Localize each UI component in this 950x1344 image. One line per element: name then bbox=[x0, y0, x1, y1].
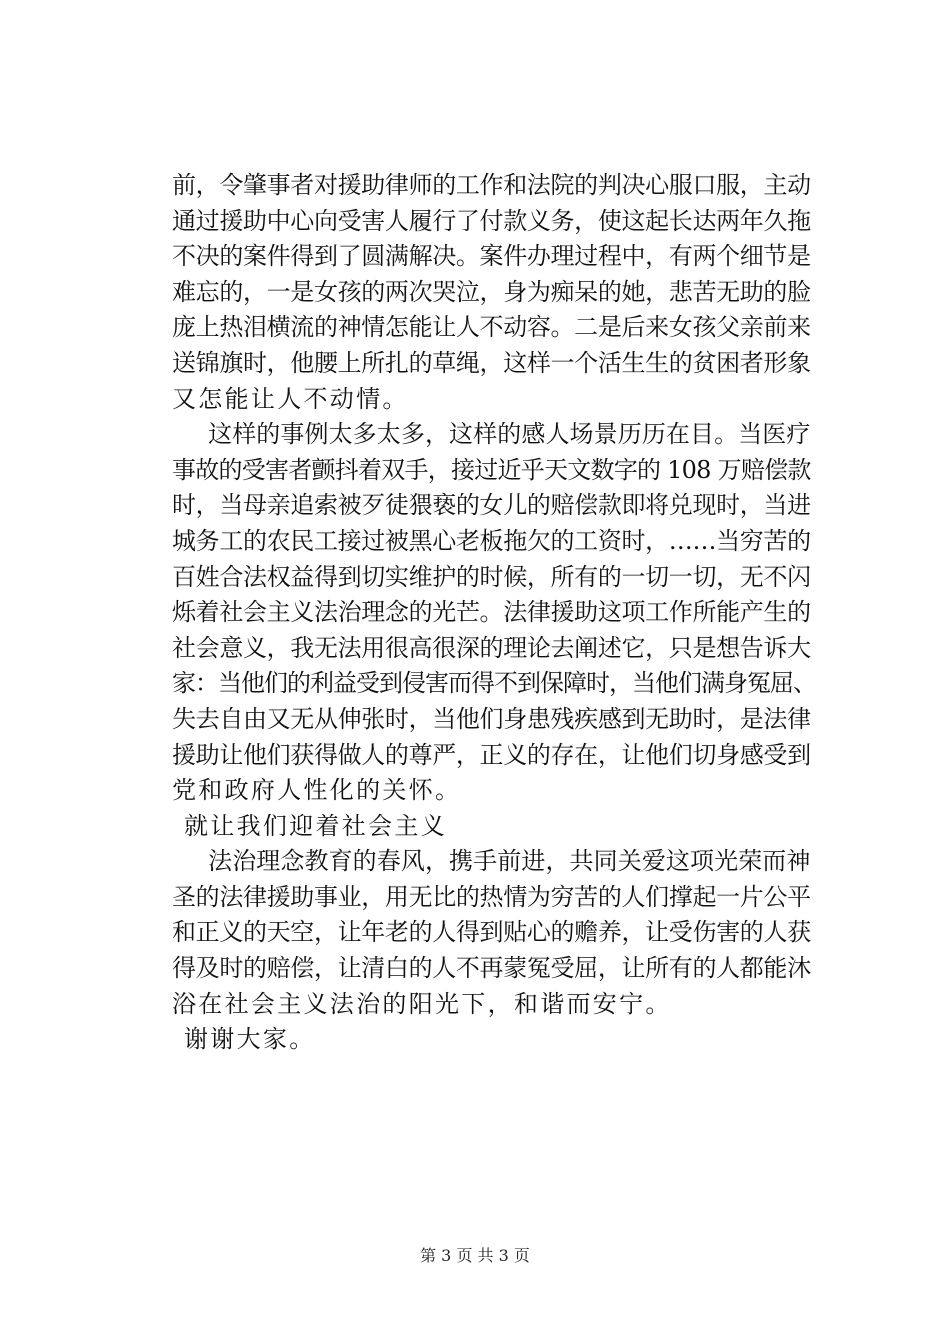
text-line: 城务工的农民工接过被黑心老板拖欠的工资时，……当穷苦的 bbox=[172, 526, 811, 555]
text-line: 党和政府人性化的关怀。 bbox=[172, 776, 462, 805]
text-line: 家：当他们的利益受到侵害而得不到保障时，当他们满身冤屈、 bbox=[172, 669, 816, 698]
text-line: 百姓合法权益得到切实维护的时候，所有的一切一切，无不闪 bbox=[172, 562, 811, 591]
text-line: 事故的受害者颤抖着双手，接过近乎天文数字的 108 万赔偿款 bbox=[172, 455, 811, 484]
text-line: 法治理念教育的春风，携手前进，共同关爱这项光荣而神 bbox=[184, 847, 811, 876]
text-line: 圣的法律援助事业，用无比的热情为穷苦的人们撑起一片公平 bbox=[172, 882, 811, 911]
text-line: 失去自由又无从伸张时，当他们身患残疾感到无助时，是法律 bbox=[172, 704, 811, 733]
text-line: 浴在社会主义法治的阳光下，和谐而安宁。 bbox=[172, 989, 672, 1018]
text-line: 又怎能让人不动情。 bbox=[172, 384, 409, 413]
text-line: 送锦旗时，他腰上所扎的草绳，这样一个活生生的贫困者形象 bbox=[172, 348, 811, 377]
text-line: 谢谢大家。 bbox=[184, 1025, 316, 1054]
text-line: 这样的事例太多太多，这样的感人场景历历在目。当医疗 bbox=[184, 420, 811, 449]
text-line: 烁着社会主义法治理念的光芒。法律援助这项工作所能产生的 bbox=[172, 598, 811, 627]
text-line: 通过援助中心向受害人履行了付款义务，使这起长达两年久拖 bbox=[172, 206, 811, 235]
text-line: 就让我们迎着社会主义 bbox=[184, 811, 447, 840]
text-line: 得及时的赔偿，让清白的人不再蒙冤受屈，让所有的人都能沐 bbox=[172, 954, 811, 983]
text-line: 前，令肇事者对援助律师的工作和法院的判决心服口服，主动 bbox=[172, 171, 811, 199]
text-line: 社会意义，我无法用很高很深的理论去阐述它，只是想告诉大 bbox=[172, 633, 811, 662]
text-line: 难忘的，一是女孩的两次哭泣，身为痴呆的她，悲苦无助的脸 bbox=[172, 277, 811, 306]
document-body bbox=[172, 168, 816, 1058]
text-line: 时，当母亲追索被歹徒猥亵的女儿的赔偿款即将兑现时，当进 bbox=[172, 491, 811, 520]
text-line: 援助让他们获得做人的尊严，正义的存在，让他们切身感受到 bbox=[172, 740, 811, 769]
text-line: 和正义的天空，让年老的人得到贴心的赡养，让受伤害的人获 bbox=[172, 918, 811, 947]
text-line: 庞上热泪横流的神情怎能让人不动容。二是后来女孩父亲前来 bbox=[172, 313, 811, 342]
text-line: 不决的案件得到了圆满解决。案件办理过程中，有两个细节是 bbox=[172, 242, 811, 271]
page-footer: 第 3 页 共 3 页 bbox=[420, 1246, 530, 1265]
